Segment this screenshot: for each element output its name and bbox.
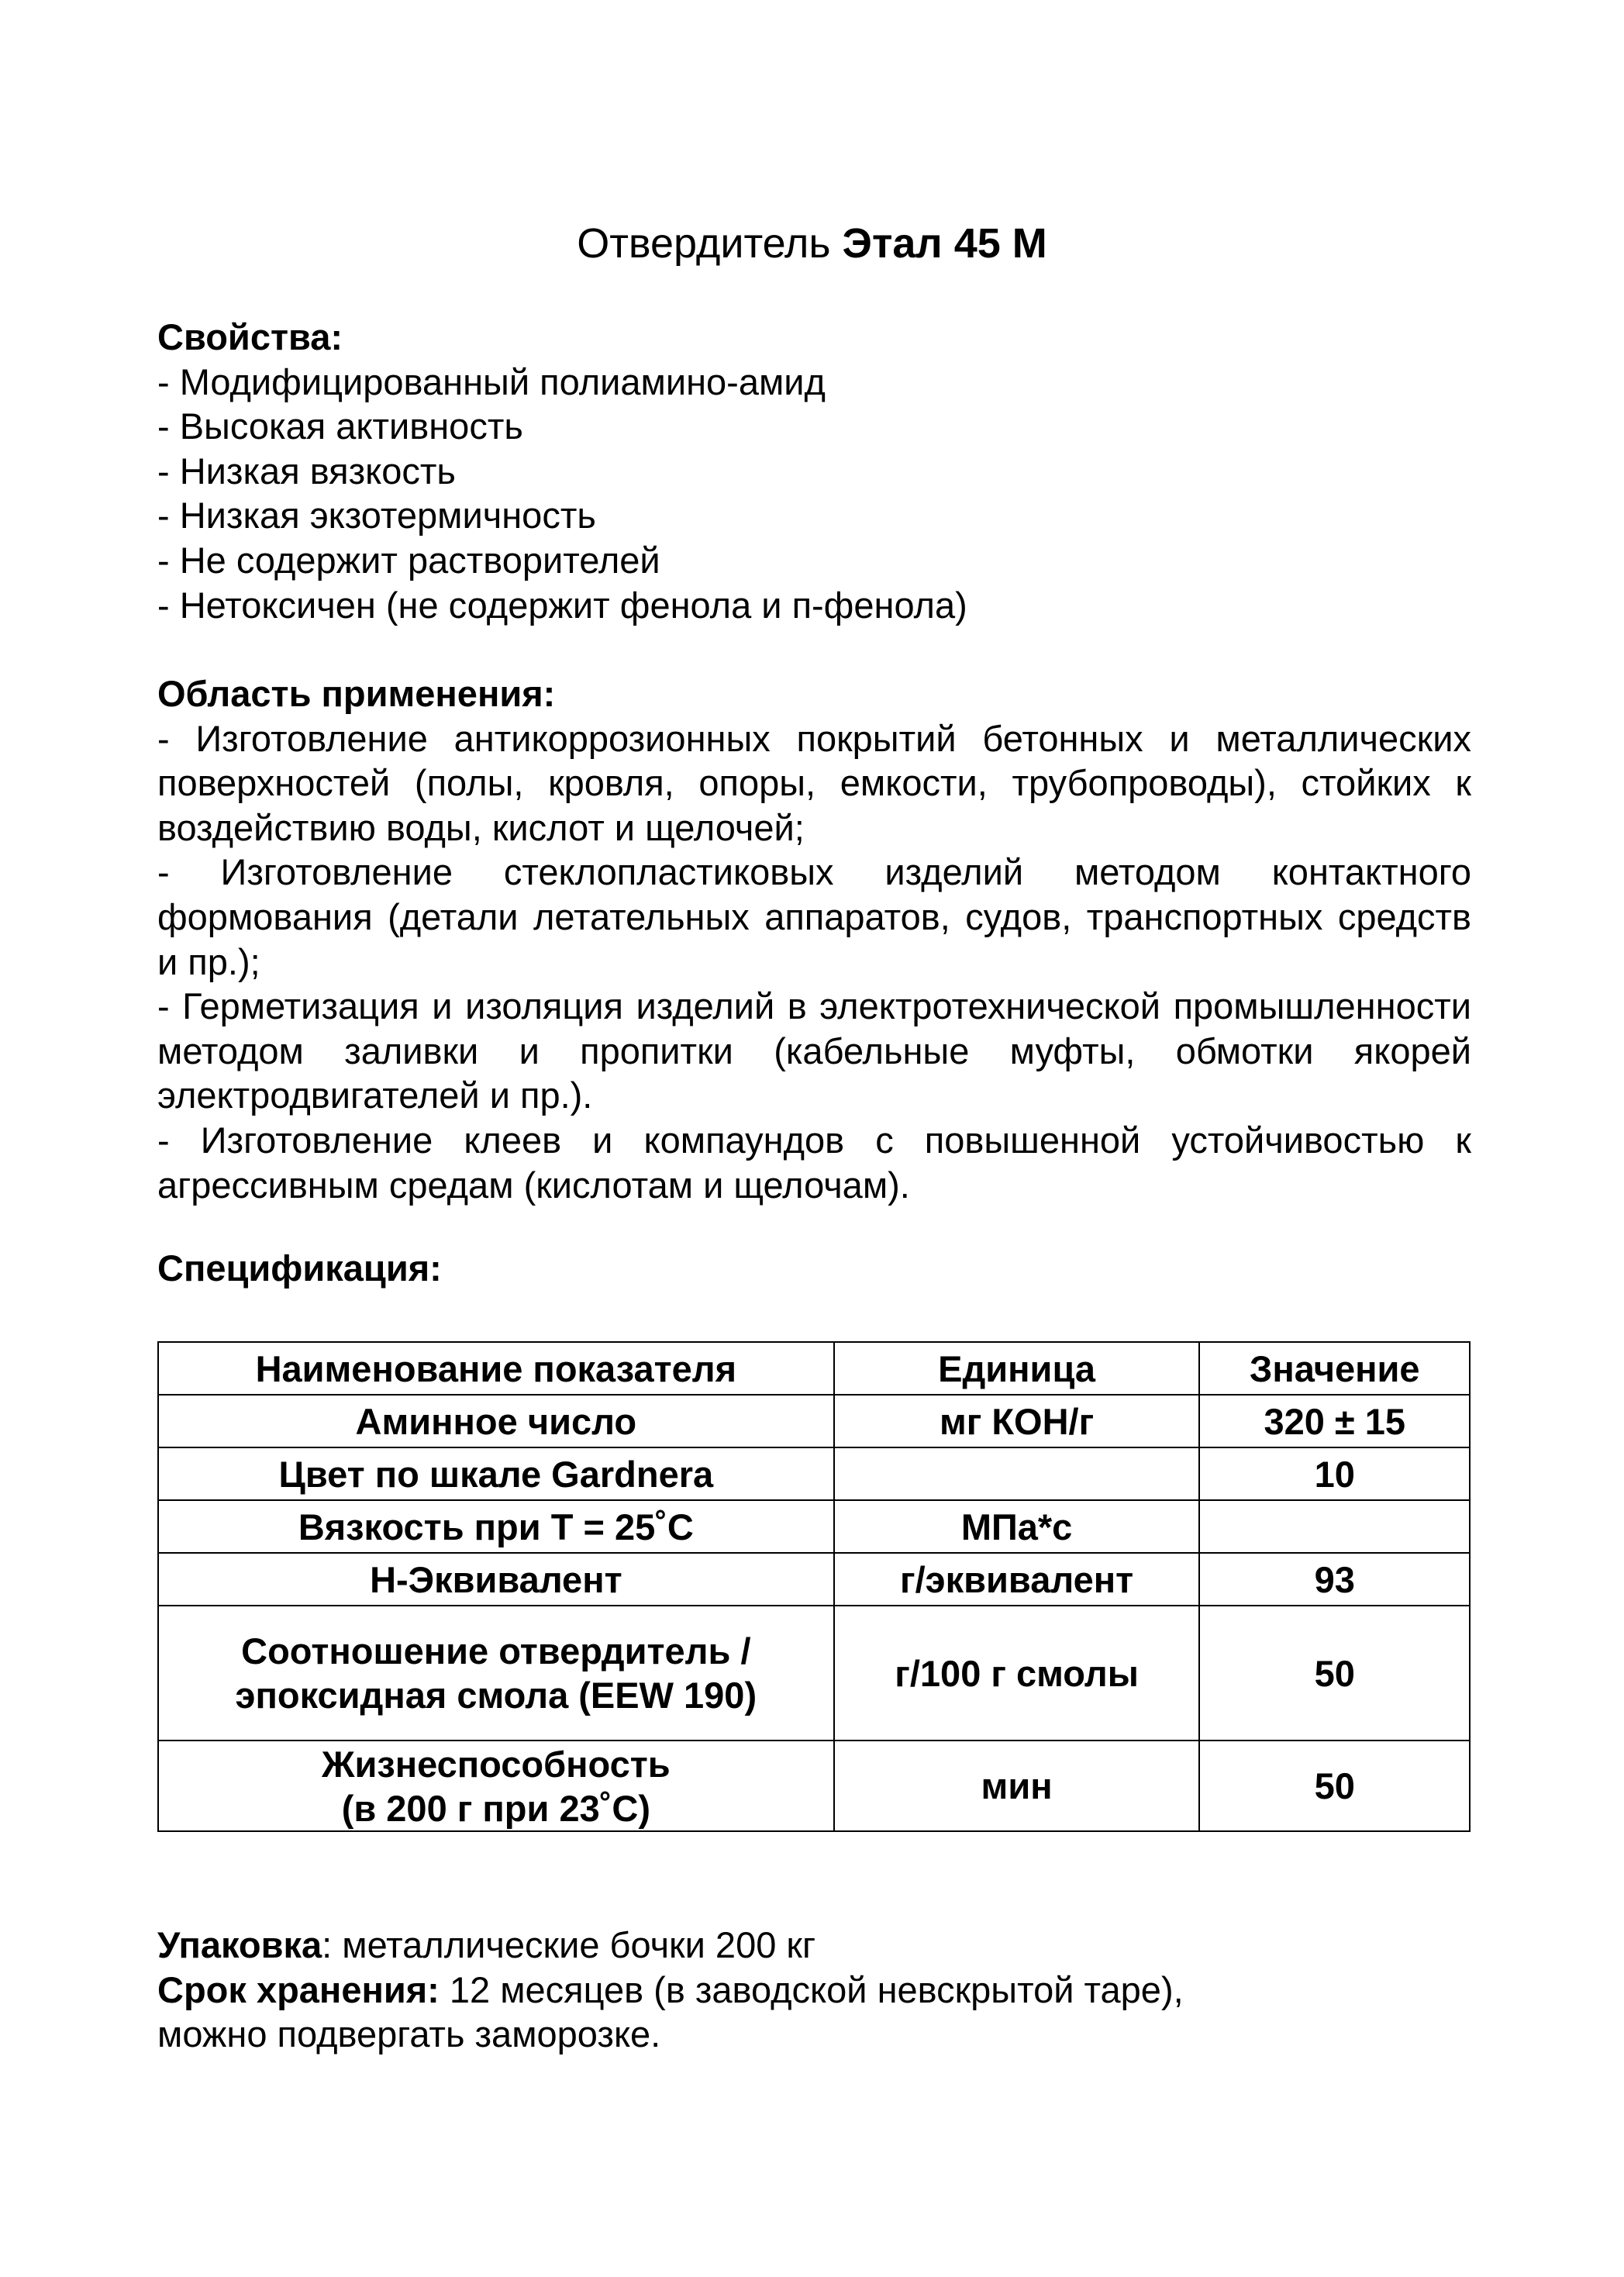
unit-cell: г/100 г смолы	[834, 1606, 1200, 1741]
column-header: Единица	[834, 1342, 1200, 1395]
packaging-value: : металлические бочки 200 кг	[322, 1924, 816, 1965]
application-paragraph: - Изготовление антикоррозионных покрытий бетонных и металлических поверхностей (полы, кровля, опоры, емкости, трубопроводы), стойких к воздействию воды, кислот и щелочей;	[157, 717, 1471, 848]
parameter-cell: Вязкость при Т = 25˚С	[158, 1500, 834, 1553]
footer-section	[157, 1923, 1471, 2057]
spec-section	[157, 1246, 1471, 1291]
table-row	[158, 1606, 1470, 1741]
value-cell	[1199, 1500, 1470, 1553]
value-cell: 50	[1199, 1606, 1470, 1741]
property-item: - Модифицированный полиамино-амид	[157, 361, 826, 402]
application-heading: Область применения:	[157, 673, 556, 714]
value-cell: 93	[1199, 1553, 1470, 1606]
property-item: - Низкая вязкость	[157, 450, 456, 492]
parameter-cell: Соотношение отвердитель / эпоксидная смола (EEW 190)	[158, 1606, 834, 1741]
table-row	[158, 1447, 1470, 1500]
table-row	[158, 1395, 1470, 1447]
column-header: Наименование показателя	[158, 1342, 834, 1395]
table-row	[158, 1741, 1470, 1831]
application-paragraph: - Изготовление клеев и компаундов с повышенной устойчивостью к агрессивным средам (кислотам и щелочам).	[157, 1119, 1471, 1206]
document-title	[0, 219, 1624, 268]
value-cell: 320 ± 15	[1199, 1395, 1470, 1447]
properties-section	[157, 315, 1471, 627]
property-item: - Низкая экзотермичность	[157, 495, 596, 536]
unit-cell: г/эквивалент	[834, 1553, 1200, 1606]
title-prefix: Отвердитель	[577, 220, 831, 267]
unit-cell: мин	[834, 1741, 1200, 1831]
storage-line-cont: можно подвергать заморозке.	[157, 2013, 661, 2055]
parameter-cell: Жизнеспособность (в 200 г при 23˚С)	[158, 1741, 834, 1831]
property-item: - Не содержит растворителей	[157, 539, 660, 581]
spec-table	[157, 1341, 1471, 1832]
storage-label: Срок хранения:	[157, 1968, 440, 2010]
application-section	[157, 671, 1471, 1207]
storage-value: 12 месяцев (в заводской невскрытой таре),	[439, 1968, 1184, 2010]
spec-heading: Спецификация:	[157, 1247, 442, 1289]
unit-cell: МПа*с	[834, 1500, 1200, 1553]
property-item: - Нетоксичен (не содержит фенола и п-фенола)	[157, 584, 967, 626]
column-header: Значение	[1199, 1342, 1470, 1395]
application-paragraph: - Изготовление стеклопластиковых изделий методом контактного формования (детали летательных аппаратов, судов, транспортных средств и пр.);	[157, 851, 1471, 982]
parameter-cell: Цвет по шкале Gardnera	[158, 1447, 834, 1500]
unit-cell: мг КОН/г	[834, 1395, 1200, 1447]
table-row	[158, 1500, 1470, 1553]
value-cell: 50	[1199, 1741, 1470, 1831]
parameter-cell: Н-Эквивалент	[158, 1553, 834, 1606]
product-name: Этал 45 М	[842, 220, 1047, 267]
unit-cell	[834, 1447, 1200, 1500]
packaging-label: Упаковка	[157, 1924, 322, 1965]
parameter-cell: Аминное число	[158, 1395, 834, 1447]
property-item: - Высокая активность	[157, 405, 523, 447]
table-row	[158, 1553, 1470, 1606]
application-paragraph: - Герметизация и изоляция изделий в электротехнической промышленности методом заливки и пропитки (кабельные муфты, обмотки якорей электродвигателей и пр.).	[157, 985, 1471, 1116]
table-header-row	[158, 1342, 1470, 1395]
storage-line	[157, 1968, 1471, 2013]
value-cell: 10	[1199, 1447, 1470, 1500]
properties-heading: Свойства:	[157, 316, 343, 357]
packaging-line	[157, 1923, 1471, 1968]
